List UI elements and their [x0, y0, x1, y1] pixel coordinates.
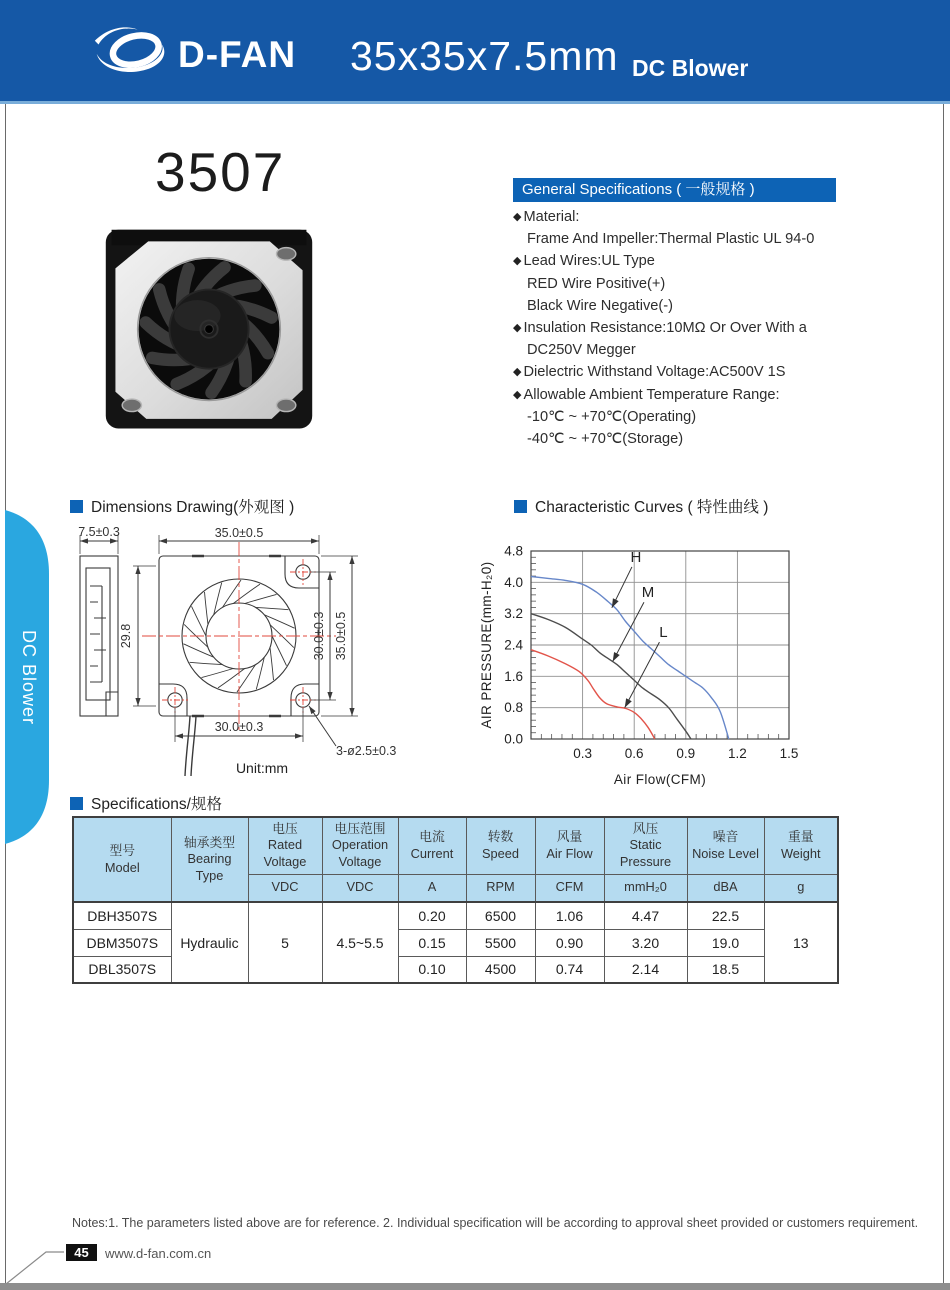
- curve-label-H: H: [630, 548, 642, 566]
- unit-rpm: RPM: [466, 874, 535, 902]
- dim-label: 29.8: [119, 623, 133, 649]
- characteristic-curves-chart: [477, 518, 812, 788]
- svg-text:2.4: 2.4: [504, 637, 523, 653]
- svg-text:0.0: 0.0: [504, 731, 523, 747]
- spec-item: DC250V Megger: [527, 342, 636, 359]
- spec-item: -40℃ ~ +70℃(Storage): [527, 431, 684, 448]
- page-frame-bottom: [0, 1283, 950, 1290]
- cell-operation-voltage: 4.5~5.5: [322, 902, 398, 983]
- size-title: 35x35x7.5mm: [350, 33, 619, 79]
- cell-bearing: Hydraulic: [171, 902, 248, 983]
- diamond-bullet-icon: ◆: [513, 211, 522, 223]
- y-axis-label: AIR PRESSURE(mm-H₂0): [479, 561, 494, 729]
- cell-weight: 13: [764, 902, 838, 983]
- model-number-title: 3507: [155, 141, 286, 203]
- svg-text:4.8: 4.8: [504, 543, 523, 559]
- centerlines: [142, 542, 336, 730]
- diamond-bullet-icon: ◆: [513, 255, 522, 268]
- unit-mmh2o: mmH₂0: [604, 874, 687, 902]
- cell-speed: 4500: [466, 956, 535, 983]
- spec-table: [72, 816, 839, 984]
- product-type-title: DC Blower: [632, 55, 749, 81]
- spec-item: RED Wire Positive(+): [527, 275, 666, 292]
- diamond-bullet-icon: ◆: [513, 366, 522, 379]
- cell-model: DBL3507S: [73, 956, 171, 983]
- page-number: 45: [66, 1244, 97, 1261]
- impeller-blade: [256, 657, 264, 689]
- cell-speed: 5500: [466, 929, 535, 956]
- spec-item: Black Wire Negative(-): [527, 297, 673, 314]
- spec-item: ◆ Dielectric Withstand Voltage:AC500V 1S: [513, 364, 786, 381]
- svg-text:0.8: 0.8: [504, 700, 523, 716]
- cell-airflow: 0.90: [535, 929, 604, 956]
- notes-text: Notes:1. The parameters listed above are for reference. 2. Individual specification will be according to approval sheet provided or customers requirement.: [72, 1216, 919, 1230]
- cell-noise: 19.0: [687, 929, 764, 956]
- impeller-blade: [214, 583, 222, 615]
- general-specs-header: General Specifications ( 一般规格 ): [513, 178, 836, 202]
- impeller-blade: [245, 594, 277, 603]
- col-header-noise: 噪音 Noise Level: [687, 817, 764, 874]
- spec-item: ◆ Insulation Resistance:10MΩ Or Over With a: [513, 320, 807, 337]
- unit-vdc: VDC: [322, 874, 398, 902]
- col-header-rated-voltage: 电压 Rated Voltage: [248, 817, 322, 874]
- col-header-bearing: 轴承类型 Bearing Type: [171, 817, 248, 902]
- cell-current: 0.15: [398, 929, 466, 956]
- lead-wire: [191, 716, 196, 776]
- cell-airflow: 0.74: [535, 956, 604, 983]
- col-header-airflow: 风量 Air Flow: [535, 817, 604, 874]
- table-row: [73, 902, 838, 929]
- dim-label: 30.0±0.3: [312, 611, 326, 661]
- svg-text:4.0: 4.0: [504, 574, 523, 590]
- screw-hole: [277, 248, 296, 261]
- blue-square-icon: [514, 500, 527, 513]
- spec-item: ◆ Allowable Ambient Temperature Range:: [513, 386, 780, 403]
- cell-static-pressure: 3.20: [604, 929, 687, 956]
- col-header-operation-voltage: 电压范围 Operation Voltage: [322, 817, 398, 874]
- col-header-static-pressure: 风压 Static Pressure: [604, 817, 687, 874]
- svg-text:0.6: 0.6: [624, 746, 644, 761]
- cell-static-pressure: 2.14: [604, 956, 687, 983]
- lead-wire: [185, 716, 190, 776]
- curves-section-title: Characteristic Curves ( 特性曲线 ): [514, 495, 768, 517]
- general-specs-list: [513, 206, 933, 450]
- x-axis-label: Air Flow(CFM): [613, 772, 707, 787]
- page-frame-right: [943, 104, 944, 1283]
- impeller-blade: [272, 636, 287, 666]
- unit-dba: dBA: [687, 874, 764, 902]
- col-header-current: 电流 Current: [398, 817, 466, 874]
- svg-text:1.5: 1.5: [779, 746, 799, 761]
- svg-text:3.2: 3.2: [504, 606, 523, 622]
- page-header: [0, 0, 950, 104]
- impeller-blade: [202, 669, 234, 678]
- curve-label-L: L: [659, 624, 668, 642]
- curve-label-M: M: [641, 584, 655, 602]
- cell-noise: 18.5: [687, 956, 764, 983]
- unit-g: g: [764, 874, 838, 902]
- specifications-section-title: Specifications/规格: [70, 792, 222, 814]
- spec-item: -10℃ ~ +70℃(Operating): [527, 408, 697, 425]
- cell-model: DBM3507S: [73, 929, 171, 956]
- dfan-logo-icon: [90, 24, 176, 78]
- screw-hole: [277, 399, 296, 412]
- spec-item: ◆ Lead Wires:UL Type: [513, 253, 655, 270]
- dim-label: 7.5±0.3: [78, 525, 120, 539]
- blue-square-icon: [70, 500, 83, 513]
- impeller-blade: [192, 606, 207, 636]
- cell-speed: 6500: [466, 902, 535, 929]
- svg-text:1.6: 1.6: [504, 668, 523, 684]
- blue-square-icon: [70, 797, 83, 810]
- dim-label: 30.0±0.3: [214, 720, 264, 734]
- cell-current: 0.20: [398, 902, 466, 929]
- diamond-bullet-icon: ◆: [513, 322, 522, 335]
- unit-label: Unit:mm: [235, 760, 289, 776]
- col-header-model: 型号 Model: [73, 817, 171, 902]
- cell-current: 0.10: [398, 956, 466, 983]
- curve-H: [531, 577, 729, 740]
- dim-label: 35.0±0.5: [334, 611, 348, 661]
- impeller-blade: [205, 592, 209, 625]
- cell-noise: 22.5: [687, 902, 764, 929]
- col-header-weight: 重量 Weight: [764, 817, 838, 874]
- product-photo: [100, 220, 318, 444]
- spec-item: ◆ Material:: [513, 209, 580, 225]
- cell-rated-voltage: 5: [248, 902, 322, 983]
- cell-airflow: 1.06: [535, 902, 604, 929]
- svg-text:0.3: 0.3: [573, 746, 592, 761]
- diamond-bullet-icon: ◆: [513, 388, 522, 401]
- impeller-blade: [190, 662, 223, 664]
- unit-a: A: [398, 874, 466, 902]
- unit-vdc: VDC: [248, 874, 322, 902]
- svg-text:0.9: 0.9: [676, 746, 696, 761]
- screw-hole: [122, 399, 141, 412]
- website-url: www.d-fan.com.cn: [105, 1246, 212, 1261]
- dim-label: 3-ø2.5±0.3: [336, 744, 397, 758]
- dim-label: 35.0±0.5: [214, 526, 264, 540]
- col-header-speed: 转数 Speed: [466, 817, 535, 874]
- cell-model: DBH3507S: [73, 902, 171, 929]
- svg-text:1.2: 1.2: [728, 746, 747, 761]
- side-view: [80, 556, 118, 716]
- curve-L: [531, 650, 655, 739]
- sidebar-tab-label: DC Blower: [19, 629, 40, 725]
- dimension-drawing: [64, 524, 476, 782]
- spec-item: Frame And Impeller:Thermal Plastic UL 94-0: [527, 231, 815, 248]
- sidebar-tab-label-wrap: [5, 508, 53, 846]
- impeller-blade: [256, 607, 289, 609]
- unit-cfm: CFM: [535, 874, 604, 902]
- brand-name: D-FAN: [178, 34, 297, 75]
- impeller-blade: [270, 647, 274, 680]
- dimensions-section-title: Dimensions Drawing(外观图 ): [70, 495, 294, 517]
- cell-static-pressure: 4.47: [604, 902, 687, 929]
